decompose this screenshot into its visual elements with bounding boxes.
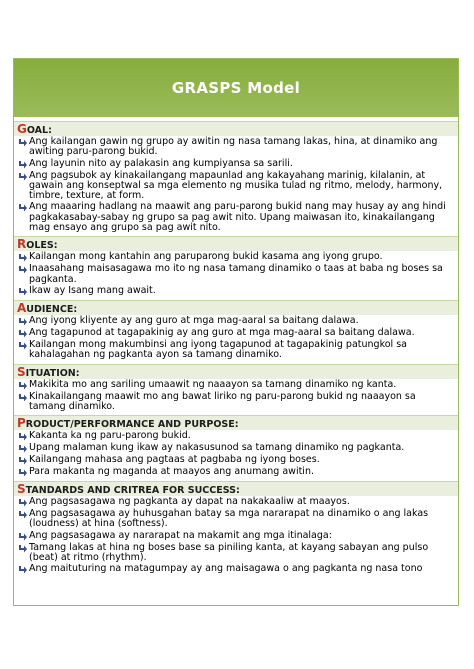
list-item xyxy=(17,531,454,542)
card-header xyxy=(14,59,458,117)
list-item xyxy=(17,380,454,391)
section-initial: A xyxy=(17,300,27,315)
arrow-bullet-icon xyxy=(17,329,29,339)
list-item xyxy=(17,564,454,575)
list-item xyxy=(17,159,454,170)
section-initial: R xyxy=(17,237,27,252)
arrow-bullet-icon xyxy=(17,393,29,403)
arrow-bullet-icon xyxy=(17,468,29,478)
list-item xyxy=(17,286,454,297)
list-item-text: Tamang lakas at hina ng boses base sa piniling kanta, at kayang sabayan ang pulso (beat) at ritmo (rhythm). xyxy=(29,541,429,564)
list-item-text: Kailangan mong makumbinsi ang iyong tagapunod at tagapakinig patungkol sa kahalagahan ng pagkanta ayon sa tamang dinamiko. xyxy=(29,338,407,361)
bullet-list xyxy=(14,380,458,413)
list-item-text: Upang malaman kung ikaw ay nakasusunod sa tamang dinamiko ng pagkanta. xyxy=(29,442,405,454)
section-initial: S xyxy=(17,364,26,379)
list-item xyxy=(17,171,454,202)
arrow-bullet-icon xyxy=(17,381,29,391)
list-item-text: Kailangan mong kantahin ang paruparong bukid kasama ang iyong grupo. xyxy=(29,251,383,263)
page-title: GRASPS Model xyxy=(171,79,301,97)
section xyxy=(14,121,458,233)
bullet-list xyxy=(14,252,458,297)
list-item xyxy=(17,328,454,339)
section-heading-text: OLES: xyxy=(26,240,58,252)
arrow-bullet-icon xyxy=(17,565,29,575)
list-item-text: Ang maaaring hadlang na maawit ang paru-parong bukid nang may husay ay ang hindi pagkakasabay-sabay ng grupo sa pag awit nito. Upang maiwasan ito, kinakailangang mag ensayo ang grupo sa pag awit nito. xyxy=(29,201,446,234)
arrow-bullet-icon xyxy=(17,544,29,554)
list-item xyxy=(17,137,454,158)
section-heading xyxy=(14,236,458,251)
section xyxy=(14,415,458,478)
arrow-bullet-icon xyxy=(17,160,29,170)
section-initial: P xyxy=(17,416,26,431)
list-item-text: Ang layunin nito ay palakasin ang kumpiyansa sa sarili. xyxy=(29,157,293,169)
arrow-bullet-icon xyxy=(17,444,29,454)
arrow-bullet-icon xyxy=(17,253,29,263)
list-item-text: Ang pagsasagawa ng pagkanta ay dapat na nakakaaliw at maayos. xyxy=(29,496,350,508)
bullet-list xyxy=(14,137,458,233)
list-item xyxy=(17,455,454,466)
list-item-text: Ang pagsasagawa ay nararapat na makamit ang mga itinalaga: xyxy=(29,529,332,541)
arrow-bullet-icon xyxy=(17,265,29,275)
section-heading xyxy=(14,300,458,315)
section-heading xyxy=(14,364,458,379)
list-item-text: Inaasahang maisasagawa mo ito ng nasa tamang dinamiko o taas at baba ng boses sa pagkanta. xyxy=(29,263,443,285)
section xyxy=(14,300,458,361)
bullet-list xyxy=(14,316,458,361)
list-item-text: Ang pagsubok ay kinakailangang mapaunlad ang kakayahang marinig, kilalanin, at gawain ang konseptwal sa mga elemento ng musika tulad ng ritmo, melody, harmony, timbre, texture, at form. xyxy=(29,169,443,202)
arrow-bullet-icon xyxy=(17,498,29,508)
list-item-text: Ang pagsasagawa ay huhusgahan batay sa mga nararapat na dinamiko o ang lakas (loudness) at hina (softness). xyxy=(29,508,429,530)
list-item-text: Para makanta ng maganda at maayos ang anumang awitin. xyxy=(29,466,314,478)
section-heading xyxy=(14,481,458,496)
arrow-bullet-icon xyxy=(17,317,29,327)
list-item-text: Ang tagapunod at tagapakinig ay ang guro at mga mag-aaral sa baitang dalawa. xyxy=(29,326,415,338)
section xyxy=(14,364,458,413)
list-item-text: Ang iyong kliyente ay ang guro at mga mag-aaral sa baitang dalawa. xyxy=(29,314,359,326)
list-item xyxy=(17,340,454,361)
list-item-text: Ikaw ay Isang mang await. xyxy=(29,284,156,296)
arrow-bullet-icon xyxy=(17,456,29,466)
list-item xyxy=(17,264,454,285)
section xyxy=(14,481,458,575)
list-item xyxy=(17,497,454,508)
section-heading-text: UDIENCE: xyxy=(26,303,78,315)
arrow-bullet-icon xyxy=(17,341,29,351)
section-heading xyxy=(14,121,458,136)
arrow-bullet-icon xyxy=(17,172,29,182)
section-heading-text: RODUCT/PERFORMANCE AND PURPOSE: xyxy=(25,419,239,431)
arrow-bullet-icon xyxy=(17,203,29,213)
list-item-text: Ang maituturing na matagumpay ay ang maisagawa o ang pagkanta ng nasa tono xyxy=(29,563,423,575)
list-item-text: Ang kailangan gawin ng grupo ay awitin ng nasa tamang lakas, hina, at dinamiko ang awiting paru-parong bukid. xyxy=(29,136,438,158)
section xyxy=(14,236,458,297)
list-item xyxy=(17,202,454,233)
list-item xyxy=(17,509,454,530)
arrow-bullet-icon xyxy=(17,138,29,148)
list-item-text: Kailangang mahasa ang pagtaas at pagbaba ng iyong boses. xyxy=(29,454,320,466)
bullet-list xyxy=(14,431,458,478)
list-item xyxy=(17,543,454,564)
list-item xyxy=(17,252,454,263)
bullet-list xyxy=(14,497,458,575)
section-initial: S xyxy=(17,482,26,497)
list-item-text: Makikita mo ang sariling umaawit ng naaayon sa tamang dinamiko ng kanta. xyxy=(29,378,397,390)
section-initial: G xyxy=(17,122,27,136)
arrow-bullet-icon xyxy=(17,532,29,542)
list-item-text: Kakanta ka ng paru-parong bukid. xyxy=(29,430,191,442)
section-heading-text: TANDARDS AND CRITREA FOR SUCCESS: xyxy=(25,485,240,497)
list-item xyxy=(17,316,454,327)
list-item xyxy=(17,431,454,442)
grasps-card xyxy=(13,58,459,606)
section-heading-text: OAL: xyxy=(26,125,52,136)
arrow-bullet-icon xyxy=(17,287,29,297)
section-heading-text: ITUATION: xyxy=(25,367,80,379)
list-item xyxy=(17,443,454,454)
list-item-text: Kinakailangang maawit mo ang bawat liriko ng paru-parong bukid ng naaayon sa tamang dinamiko. xyxy=(29,390,416,412)
section-heading xyxy=(14,415,458,430)
list-item xyxy=(17,392,454,413)
arrow-bullet-icon xyxy=(17,432,29,442)
list-item xyxy=(17,467,454,478)
card-content xyxy=(14,121,458,575)
arrow-bullet-icon xyxy=(17,510,29,520)
